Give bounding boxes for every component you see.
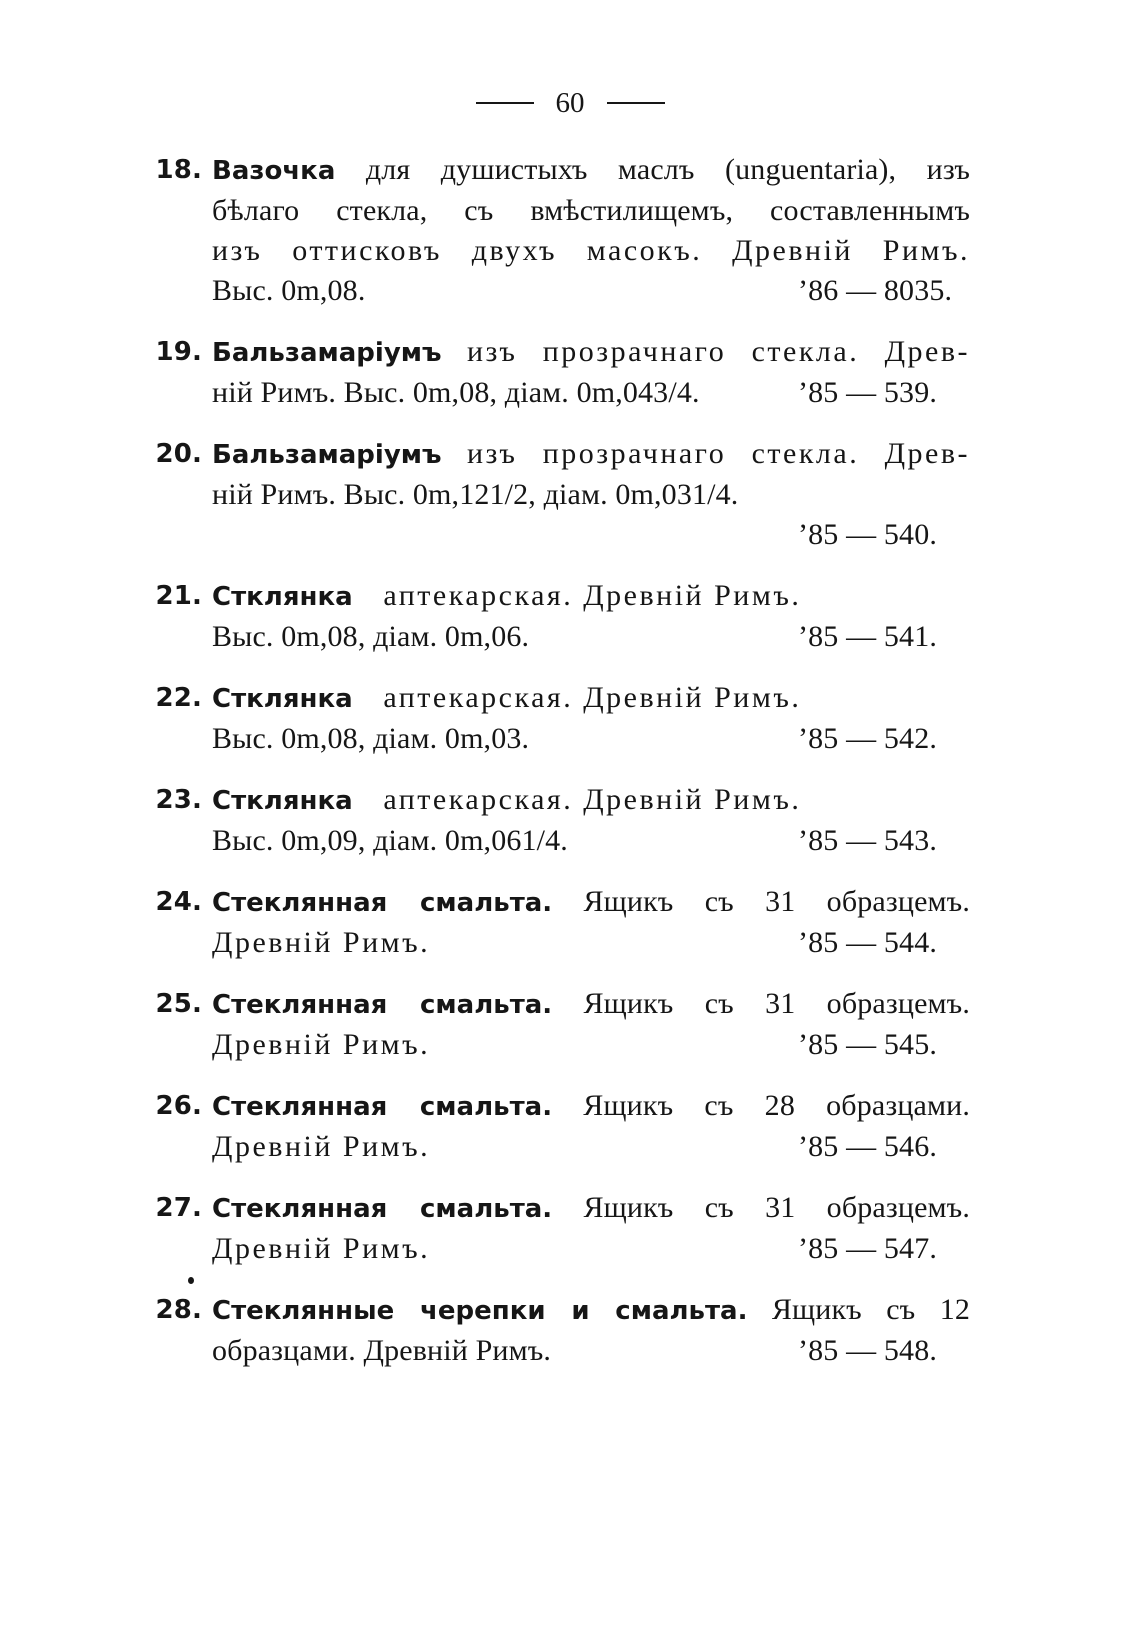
entry-number: 19.	[155, 337, 202, 367]
entry-reference: ’85 — 542.	[798, 722, 937, 755]
entry-text: Ящикъ съ 31 образцемъ.	[583, 885, 970, 918]
page-number: 60	[555, 87, 585, 119]
catalogue-entry-23	[130, 780, 970, 861]
ink-speck	[188, 1277, 194, 1284]
entry-title: Бальзамаріумъ	[212, 440, 442, 470]
entry-number: 23.	[155, 785, 202, 815]
entry-dimensions: Выс. 0m,08, діам. 0m,06.	[212, 620, 530, 653]
entry-first-line	[212, 576, 970, 617]
entry-number: 26.	[155, 1091, 202, 1121]
entry-origin: Древній Римъ.	[212, 1130, 431, 1163]
entry-text: для душистыхъ маслъ (unguentaria), изъ	[365, 153, 970, 186]
entry-title: Стеклянная смальта.	[212, 888, 553, 918]
entry-first-line	[212, 882, 970, 923]
entry-reference: ’85 — 544.	[798, 926, 937, 959]
entry-text: Ящикъ съ 12	[771, 1293, 970, 1326]
entry-reference: ’85 — 539.	[798, 376, 937, 409]
catalogue-entry-28	[130, 1290, 970, 1371]
entry-title: Стеклянные черепки и смальта.	[212, 1296, 748, 1326]
entry-title: Бальзамаріумъ	[212, 338, 442, 368]
catalogue-entry-18	[130, 150, 970, 311]
entry-number: 20.	[155, 439, 202, 469]
entry-first-line	[212, 1086, 970, 1127]
entry-last-line	[212, 821, 970, 861]
entry-reference: ’85 — 541.	[798, 620, 937, 653]
entry-last-line	[212, 617, 970, 657]
entry-first-line	[212, 1188, 970, 1229]
catalogue-entry-25	[130, 984, 970, 1065]
entry-number: 24.	[155, 887, 202, 917]
entry-last-line	[212, 719, 970, 759]
entry-first-line	[212, 332, 970, 373]
entry-text: Ящикъ съ 31 образцемъ.	[583, 987, 970, 1020]
entry-text: бѣлаго стекла, съ вмѣстилищемъ, составленнымъ	[212, 194, 970, 227]
entry-text: Ящикъ съ 28 образцами.	[583, 1089, 970, 1122]
entry-text: ній Римъ. Выс. 0m,121/2, діам. 0m,031/4.	[212, 478, 739, 511]
entry-title: Стеклянная смальта.	[212, 1194, 553, 1224]
entry-last-line	[212, 271, 970, 311]
entry-title: Вазочка	[212, 156, 336, 186]
catalogue-entry-24	[130, 882, 970, 963]
entry-last-line	[212, 515, 970, 555]
entry-last-line	[212, 1127, 970, 1167]
entry-reference: ’85 — 545.	[798, 1028, 937, 1061]
catalogue-entry-21	[130, 576, 970, 657]
entry-title: Стклянка	[212, 684, 353, 714]
entry-reference: ’85 — 548.	[798, 1334, 937, 1367]
entry-text: аптекарская. Древній Римъ.	[383, 579, 802, 612]
entry-first-line	[212, 1290, 970, 1331]
catalogue-entries	[130, 150, 970, 1392]
entry-first-line	[212, 678, 970, 719]
head-rule-left	[476, 102, 534, 104]
entry-reference: ’86 — 8035.	[798, 274, 953, 307]
entry-last-line	[212, 373, 970, 413]
entry-number: 21.	[155, 581, 202, 611]
entry-title: Стеклянная смальта.	[212, 990, 553, 1020]
entry-number: 27.	[155, 1193, 202, 1223]
entry-text: изъ прозрачнаго стекла. Древ-	[466, 437, 971, 470]
catalogue-entry-19	[130, 332, 970, 413]
catalogue-entry-27	[130, 1188, 970, 1269]
head-rule-right	[607, 102, 665, 104]
entry-reference: ’85 — 547.	[798, 1232, 937, 1265]
entry-title: Стеклянная смальта.	[212, 1092, 553, 1122]
running-head	[0, 86, 1140, 120]
entry-first-line	[212, 780, 970, 821]
entry-number: 22.	[155, 683, 202, 713]
entry-last-line	[212, 1025, 970, 1065]
entry-origin: образцами. Древній Римъ.	[212, 1334, 552, 1367]
entry-last-line	[212, 1331, 970, 1371]
catalogue-entry-20	[130, 434, 970, 555]
entry-first-line	[212, 150, 970, 191]
entry-reference: ’85 — 543.	[798, 824, 937, 857]
entry-dimensions: Выс. 0m,08, діам. 0m,03.	[212, 722, 530, 755]
entry-dimensions: Выс. 0m,09, діам. 0m,061/4.	[212, 824, 568, 857]
entry-reference: ’85 — 546.	[798, 1130, 937, 1163]
entry-last-line	[212, 1229, 970, 1269]
entry-text: Ящикъ съ 31 образцемъ.	[583, 1191, 970, 1224]
entry-dimensions: ній Римъ. Выс. 0m,08, діам. 0m,043/4.	[212, 376, 700, 409]
entry-text: аптекарская. Древній Римъ.	[383, 783, 802, 816]
entry-origin: Древній Римъ.	[212, 926, 431, 959]
entry-text: изъ оттисковъ двухъ масокъ. Древній Римъ.	[212, 234, 970, 267]
catalogue-entry-26	[130, 1086, 970, 1167]
entry-text: изъ прозрачнаго стекла. Древ-	[466, 335, 971, 368]
entry-last-line	[212, 923, 970, 963]
entry-number: 25.	[155, 989, 202, 1019]
entry-first-line	[212, 984, 970, 1025]
entry-origin: Древній Римъ.	[212, 1028, 431, 1061]
entry-title: Стклянка	[212, 786, 353, 816]
entry-reference: ’85 — 540.	[798, 518, 937, 551]
entry-text: аптекарская. Древній Римъ.	[383, 681, 802, 714]
entry-number: 18.	[155, 155, 202, 185]
entry-number: 28.	[155, 1295, 202, 1325]
entry-dimensions: Выс. 0m,08.	[212, 274, 366, 307]
entry-origin: Древній Римъ.	[212, 1232, 431, 1265]
entry-title: Стклянка	[212, 582, 353, 612]
entry-first-line	[212, 434, 970, 475]
catalogue-entry-22	[130, 678, 970, 759]
